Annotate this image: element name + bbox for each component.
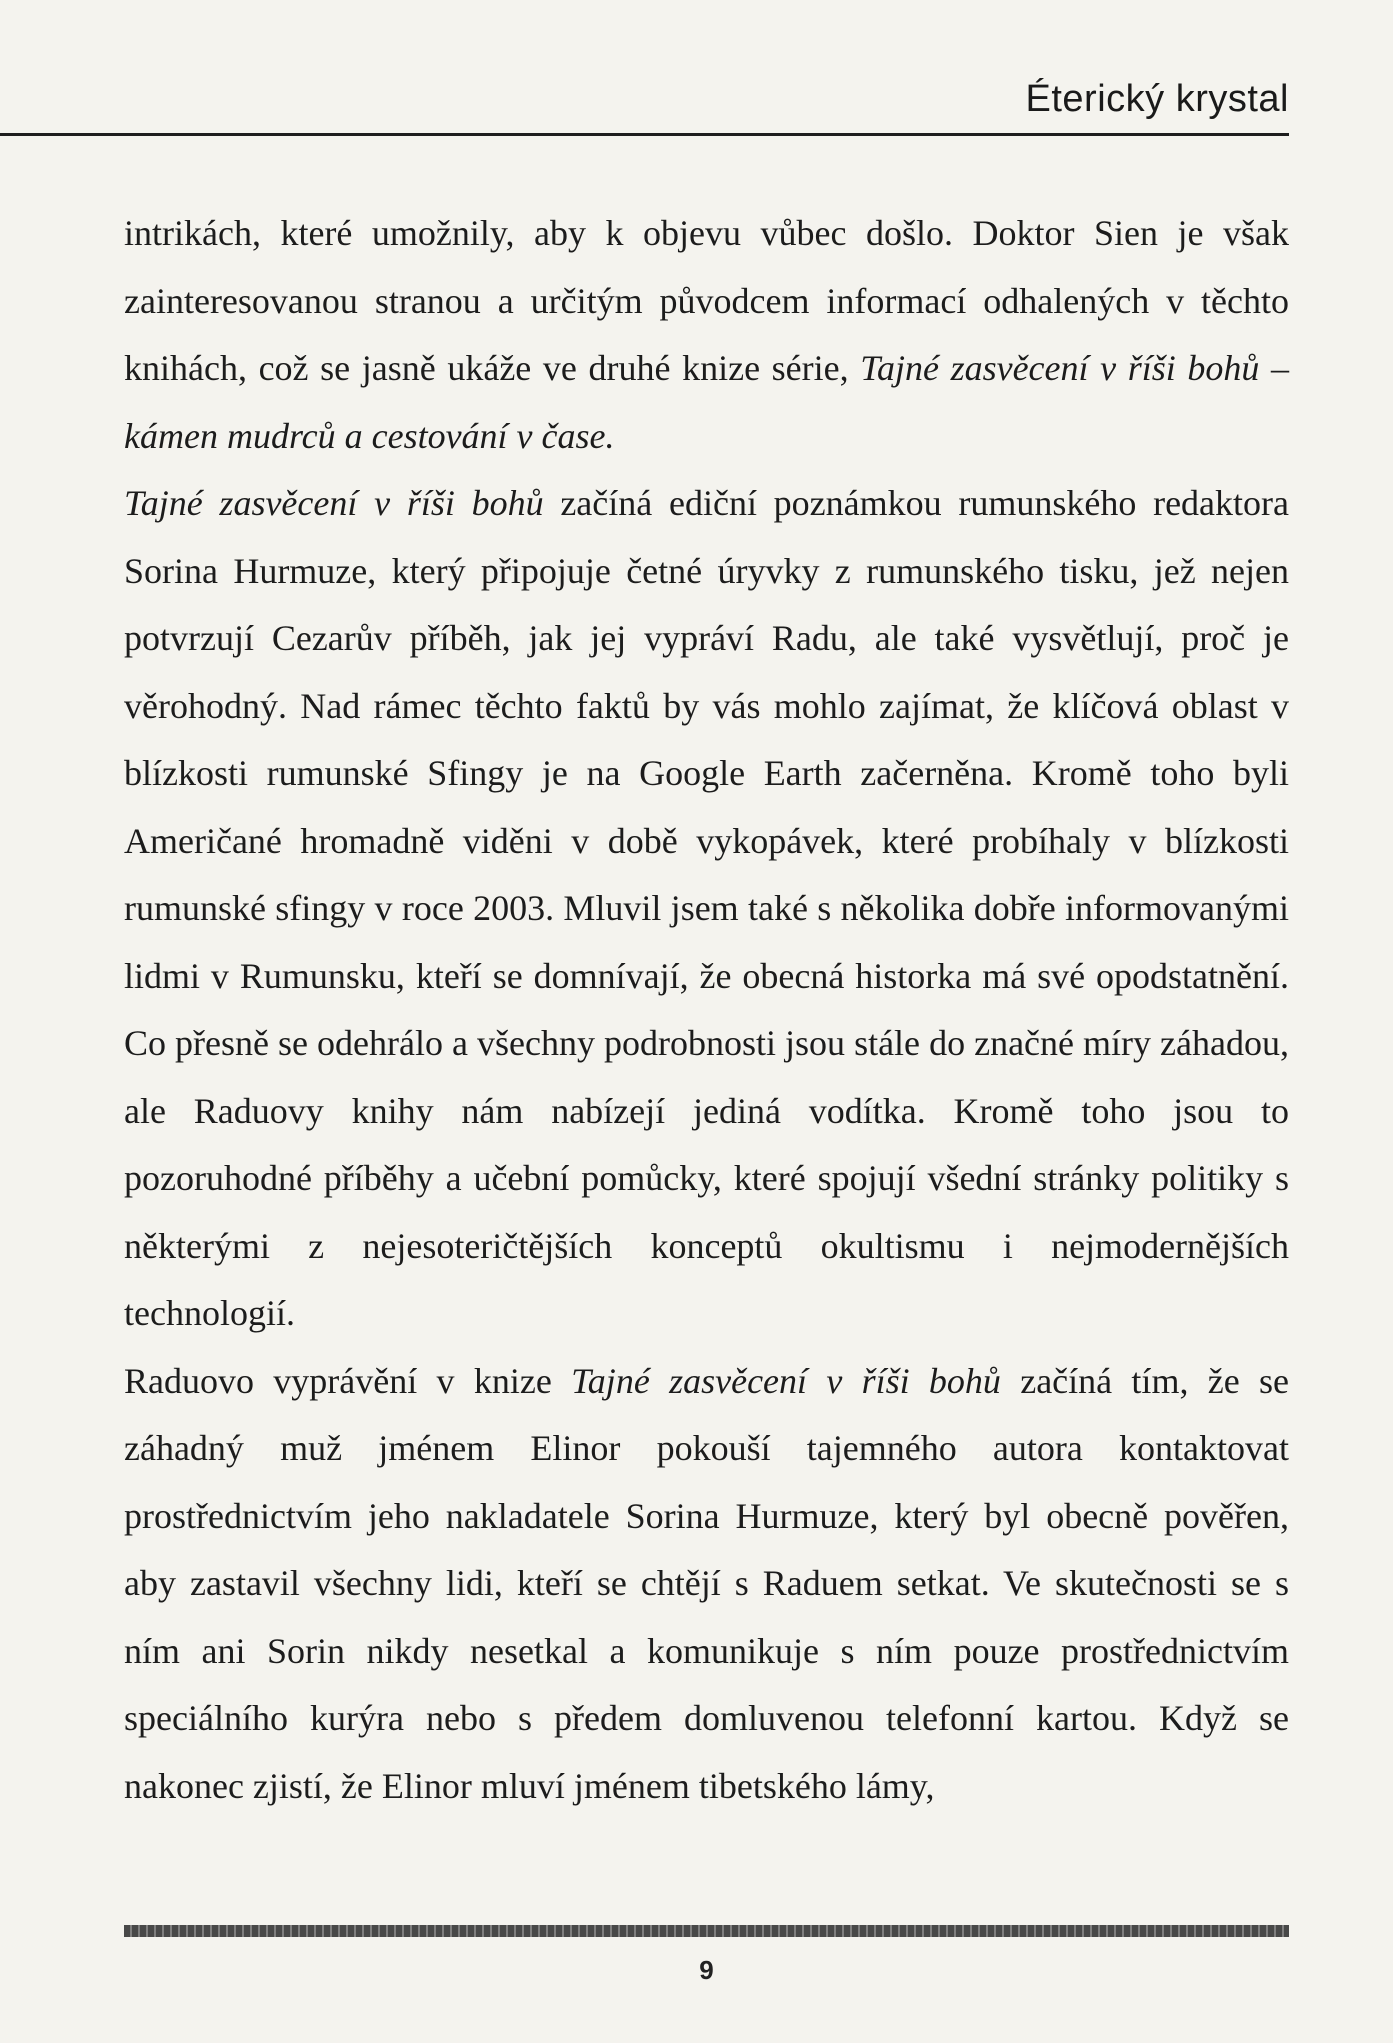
paragraph-3-segment-3: začíná tím, že se záhadný muž jménem Elinor pokouší tajemného autora kontaktovat prostřednictvím jeho nakladatele Sorina Hurmuze, který byl obecně pověřen, aby zastavil všechny lidi, kteří se chtějí s Raduem setkat. Ve skutečnosti se s ním ani Sorin nikdy nesetkal a komunikuje s ním pouze prostřednictvím speciálního kurýra nebo s předem domluvenou telefonní kartou. Když se nakonec zjistí, že Elinor mluví jménem tibetského lámy, (124, 1360, 1289, 1806)
page-number: 9 (699, 1955, 714, 1985)
book-title-italic: Tajné zasvěcení v říši bohů (571, 1360, 1001, 1401)
paragraph-2-segment-2: začíná ediční poznámkou rumunského redaktora Sorina Hurmuze, který připojuje četné úryvky z rumunského tisku, jež nejen potvrzují Cezarův příběh, jak jej vypráví Radu, ale také vysvětlují, proč je věrohodný. Nad rámec těchto faktů by vás mohlo zajímat, že klíčová oblast v blízkosti rumunské Sfingy je na Google Earth začerněna. Kromě toho byli Američané hromadně viděni v době vykopávek, které probíhaly v blízkosti rumunské sfingy v roce 2003. Mluvil jsem také s několika dobře informovanými lidmi v Rumunsku, kteří se domnívají, že obecná historka má své opodstatnění. Co přesně se odehrálo a všechny podrobnosti jsou stále do značné míry záhadou, ale Raduovy knihy nám nabízejí jediná vodítka. Kromě toho jsou to pozoruhodné příběhy a učební pomůcky, které spojují všední stránky politiky s některými z nejesoteričtějších konceptů okultismu i nejmodernějších technologií. (124, 483, 1290, 1333)
running-header: Éterický krystal (1025, 78, 1289, 120)
header-rule (0, 133, 1289, 136)
book-title-italic: Tajné zasvěcení v říši bohů (124, 483, 544, 523)
paragraph-3 (124, 1348, 1289, 1821)
paragraph-1-segment-1: intrikách, které umožnily, aby k objevu vůbec došlo. Doktor Sien je však zainteresovanou stranou a určitým původcem informací odhalených v těchto knihách, což se jasně ukáže ve druhé knize série, (124, 213, 1289, 388)
book-title-italic: Tajné zasvěcení v říši bohů – kámen mudrců a cestování v čase. (124, 348, 1290, 456)
footer-rule (124, 1925, 1289, 1937)
paragraph-2 (124, 470, 1289, 1348)
body-text (124, 200, 1289, 1820)
paragraph-1 (124, 200, 1289, 470)
paragraph-3-segment-1: Raduovo vyprávění v knize (124, 1360, 572, 1401)
